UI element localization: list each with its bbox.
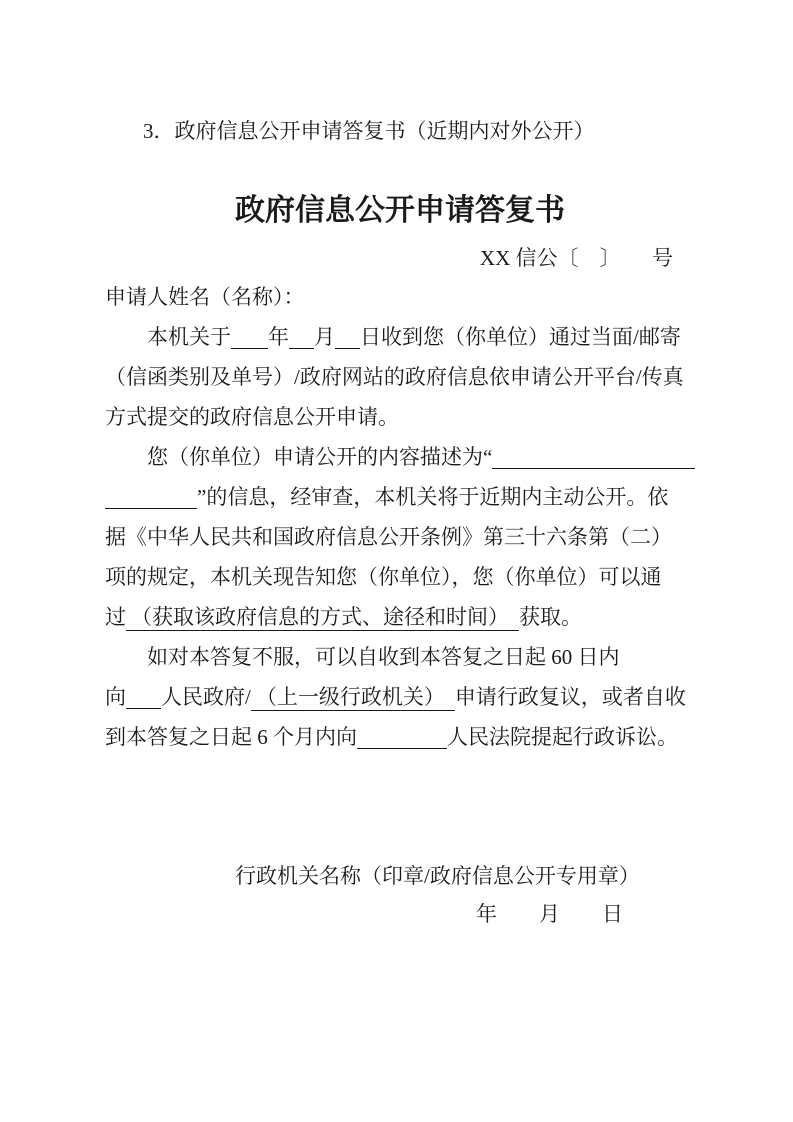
applicant-name-line xyxy=(105,277,695,317)
appeal-line-2 xyxy=(105,677,695,717)
year-label: 年 xyxy=(268,325,289,349)
document-reference-number: XX 信公〔 〕 号 xyxy=(479,246,673,270)
content-description-line-2 xyxy=(105,477,695,517)
review-result-text: ”的信息，经审查，本机关将于近期内主动公开。依 xyxy=(197,485,669,509)
received-line-2 xyxy=(105,357,695,397)
received-line-1 xyxy=(105,317,695,357)
access-suffix-text: 获取。 xyxy=(519,605,582,629)
access-prefix-text: 过 xyxy=(105,605,126,629)
document-title: 政府信息公开申请答复书 xyxy=(235,194,565,227)
blank-month-field xyxy=(289,317,314,349)
document-content xyxy=(105,117,695,757)
received-channels-text: （信函类别及单号）/政府网站的政府信息依申请公开平台/传真 xyxy=(105,365,684,389)
agency-signature-label: 行政机关名称（印章/政府信息公开专用章） xyxy=(235,864,640,888)
content-description-text: 您（你单位）申请公开的内容描述为“ xyxy=(147,445,493,469)
appeal-to-text: 向 xyxy=(105,685,126,709)
blank-content-description-continued-field xyxy=(105,477,197,509)
blank-day-field xyxy=(335,317,360,349)
legal-basis-text: 据《中华人民共和国政府信息公开条例》第三十六条第（二） xyxy=(105,525,672,549)
document-body xyxy=(105,277,695,757)
legal-basis-line-1 xyxy=(105,517,695,557)
legal-basis-line-2 xyxy=(105,557,695,597)
blank-government-name-field xyxy=(126,677,161,709)
content-description-line-1 xyxy=(105,437,695,477)
lawsuit-deadline-text: 到本答复之日起 6 个月内向 xyxy=(105,725,357,749)
blank-year-field xyxy=(231,317,268,349)
date-line: 年 月 日 xyxy=(476,902,623,926)
appeal-line-1 xyxy=(105,637,695,677)
month-label: 月 xyxy=(314,325,335,349)
underlined-higher-authority-note: （上一级行政机关） xyxy=(251,685,455,711)
appendix-item-heading: 3．政府信息公开申请答复书（近期内对外公开） xyxy=(143,119,595,143)
applicant-name-label: 申请人姓名（名称）： xyxy=(105,285,305,309)
notification-text: 项的规定，本机关现告知您（你单位），您（你单位）可以通 xyxy=(105,565,662,589)
received-line-3 xyxy=(105,397,695,437)
reconsideration-text: 申请行政复议，或者自收 xyxy=(454,685,686,709)
underlined-access-method-note: （获取该政府信息的方式、途径和时间） xyxy=(126,605,519,631)
access-method-line xyxy=(105,597,695,637)
government-label: 人民政府/ xyxy=(161,685,251,709)
appeal-line-3 xyxy=(105,717,695,757)
lawsuit-text: 人民法院提起行政诉讼。 xyxy=(447,725,678,749)
received-text: 本机关于 xyxy=(147,325,231,349)
blank-content-description-field xyxy=(492,437,695,469)
appeal-deadline-text: 如对本答复不服，可以自收到本答复之日起 60 日内 xyxy=(147,645,620,669)
received-text-continued: 日收到您（你单位）通过当面/邮寄 xyxy=(360,325,681,349)
received-closing-text: 方式提交的政府信息公开申请。 xyxy=(105,405,399,429)
blank-court-name-field xyxy=(357,717,447,749)
